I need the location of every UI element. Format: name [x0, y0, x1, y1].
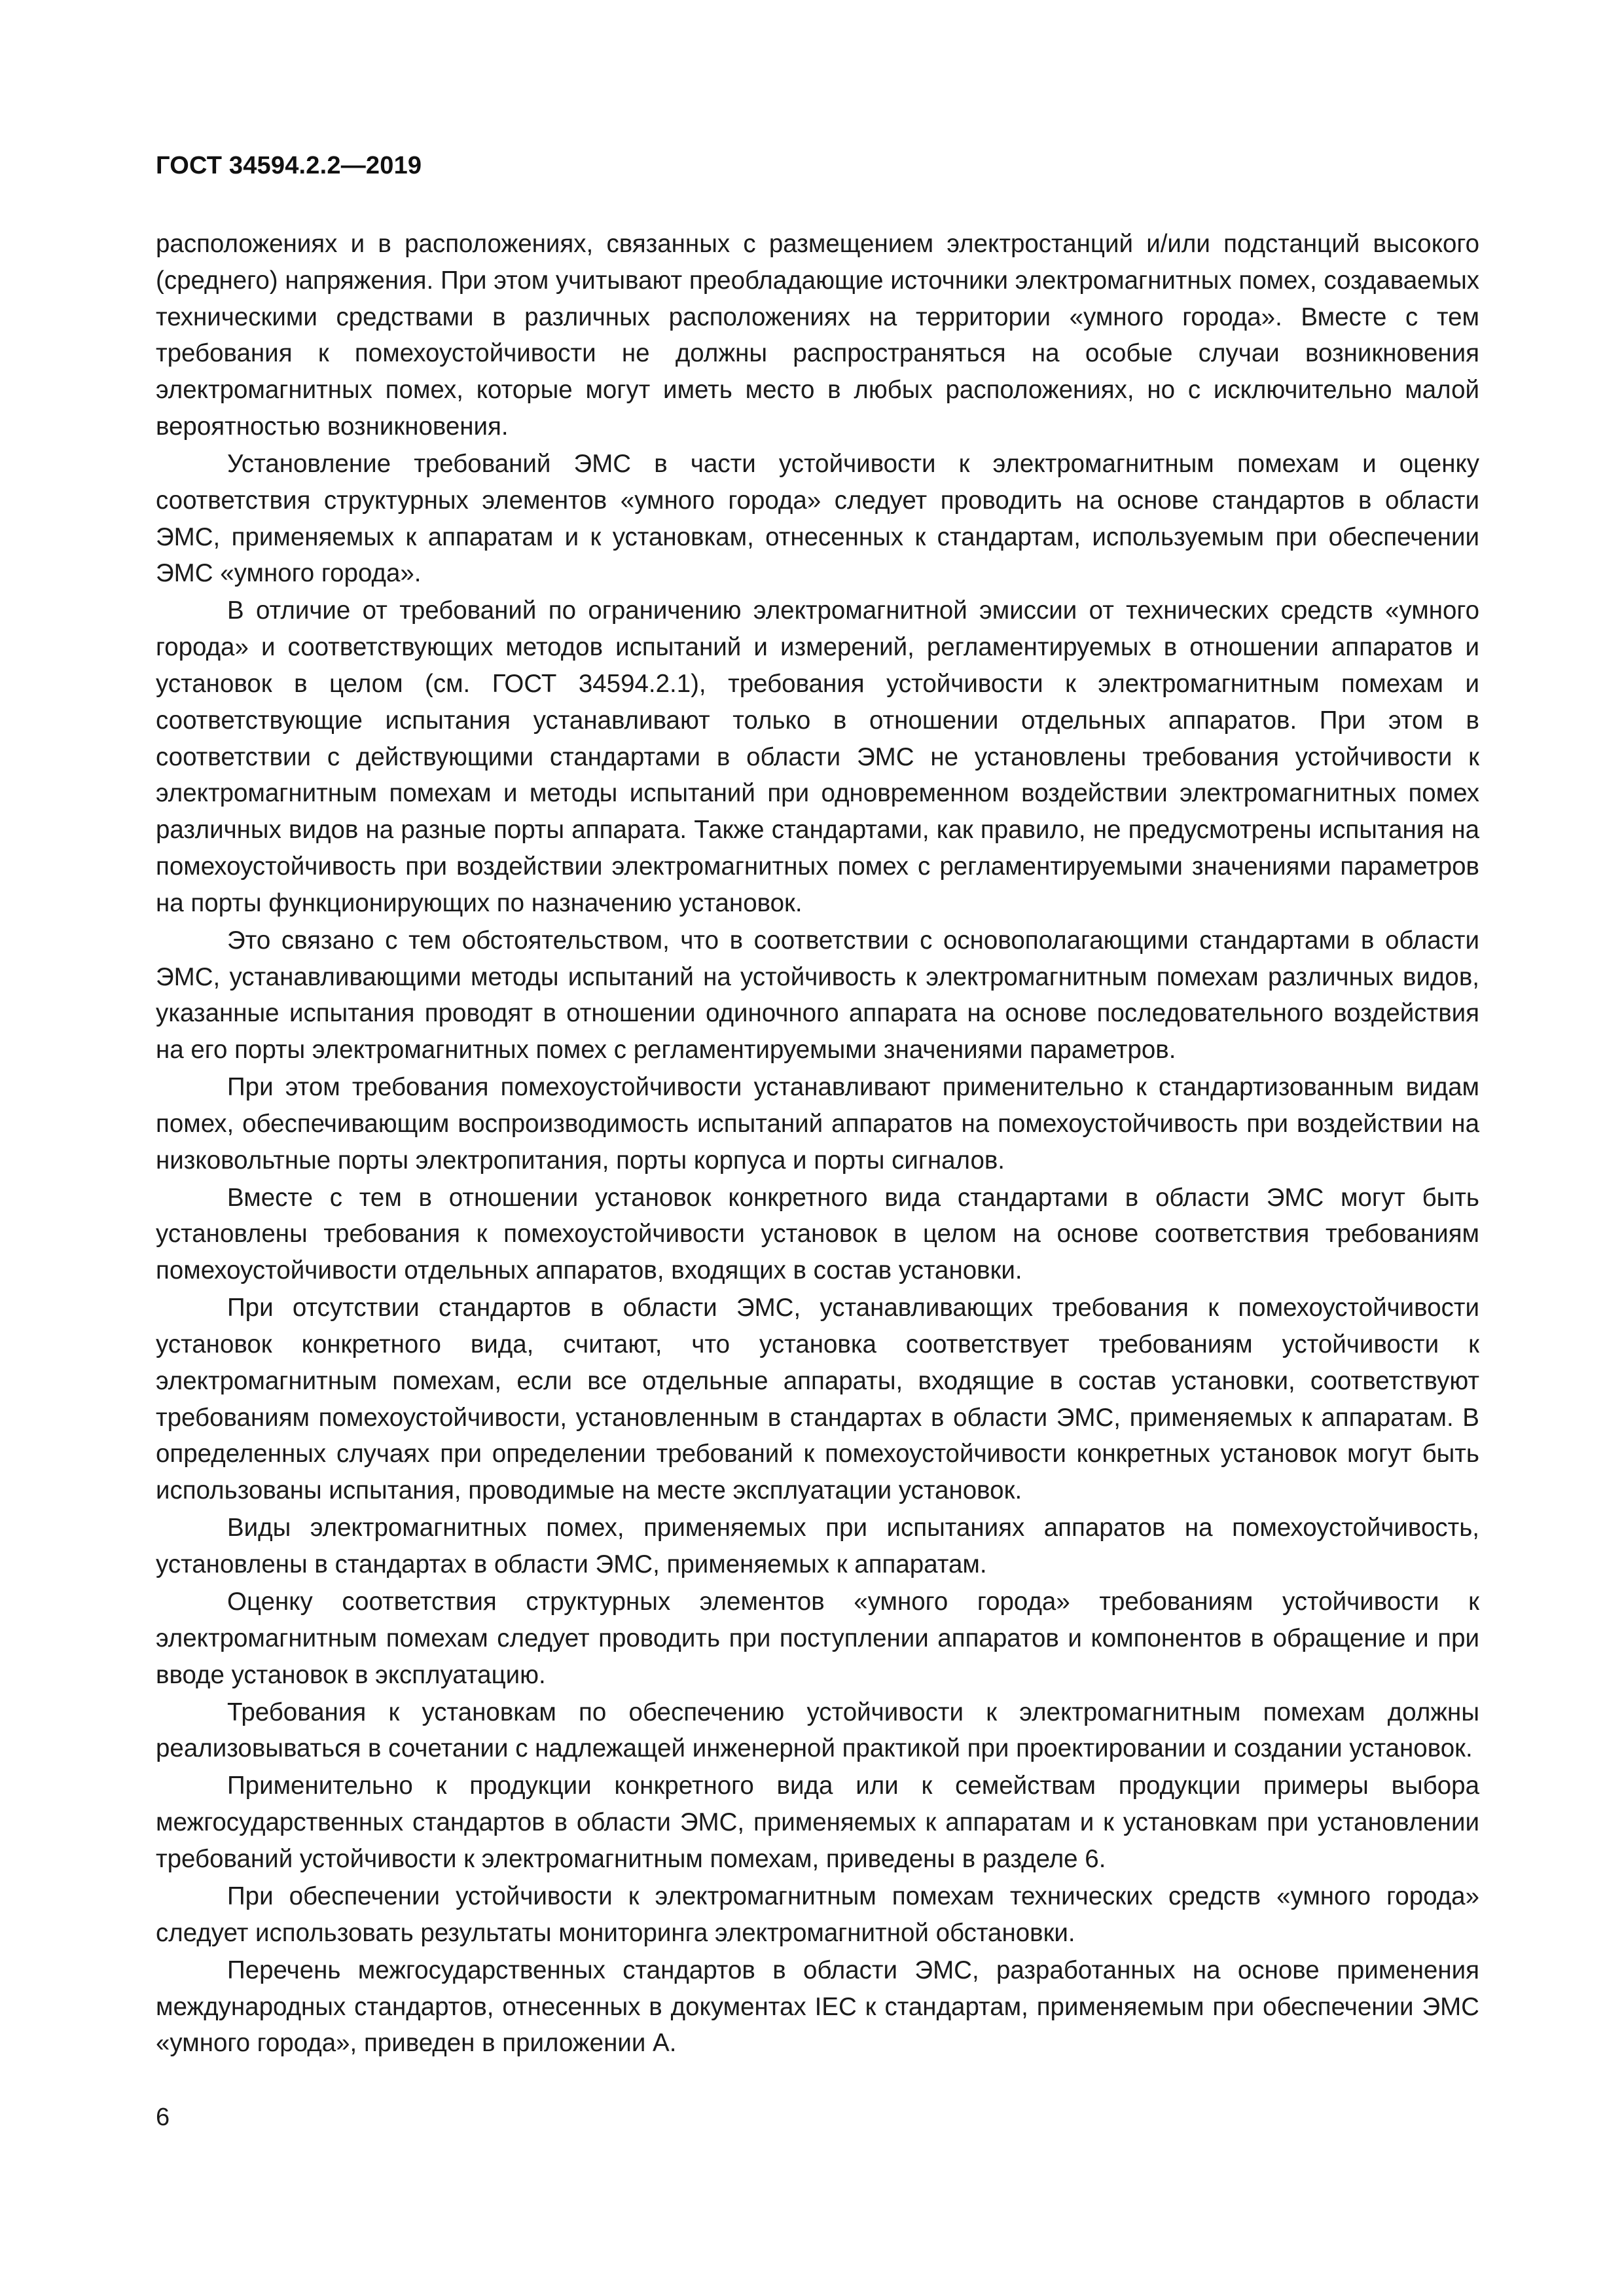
paragraph: При отсутствии стандартов в области ЭМС, устанавливающих требования к помехоустойчивости установок конкретного вида, считают, что установка соответствует требованиям устойчивости к электромагнитным помехам, если все отдельные аппараты, входящие в состав установки, соответствуют требованиям помехоустойчивости, установленным в стандартах в области ЭМС, применяемых к аппаратам. В определенных случаях при определении требований к помехоустойчивости конкретных установок могут быть использованы испытания, проводимые на месте эксплуатации установок.	[156, 1294, 1479, 1505]
paragraph: При обеспечении устойчивости к электромагнитным помехам технических средств «умного города» следует использовать результаты мониторинга электромагнитной обстановки.	[156, 1882, 1479, 1947]
paragraph-continuation: расположениях и в расположениях, связанных с размещением электростанций и/или подстанций высокого (среднего) напряжения. При этом учитывают преобладающие источники электромагнитных помех, создаваемых техническими средствами в различных расположениях на территории «умного города». Вместе с тем требования к помехоустойчивости не должны распространяться на особые случаи возникновения электромагнитных помех, которые могут иметь место в любых расположениях, но с исключительно малой вероятностью возникновения.	[156, 230, 1479, 441]
paragraph: Вместе с тем в отношении установок конкретного вида стандартами в области ЭМС могут быть установлены требования к помехоустойчивости установок в целом на основе соответствия требованиям помехоустойчивости отдельных аппаратов, входящих в состав установки.	[156, 1183, 1479, 1285]
paragraph: Применительно к продукции конкретного вида или к семействам продукции примеры выбора межгосударственных стандартов в области ЭМС, применяемых к аппаратам и к установкам при установлении требований устойчивости к электромагнитным помехам, приведены в разделе 6.	[156, 1772, 1479, 1873]
document-body	[156, 226, 1479, 2062]
page-number: 6	[156, 2104, 170, 2131]
standard-header: ГОСТ 34594.2.2—2019	[156, 152, 422, 179]
paragraph: Виды электромагнитных помех, применяемых при испытаниях аппаратов на помехоустойчивость, установлены в стандартах в области ЭМС, применяемых к аппаратам.	[156, 1514, 1479, 1578]
paragraph: Установление требований ЭМС в части устойчивости к электромагнитным помехам и оценку соответствия структурных элементов «умного города» следует проводить на основе стандартов в области ЭМС, применяемых к аппаратам и к установкам, отнесенных к стандартам, используемым при обеспечении ЭМС «умного города».	[156, 449, 1479, 588]
paragraph: При этом требования помехоустойчивости устанавливают применительно к стандартизованным видам помех, обеспечивающим воспроизводимость испытаний аппаратов на помехоустойчивость при воздействии на низковольтные порты электропитания, порты корпуса и порты сигналов.	[156, 1073, 1479, 1175]
paragraph: Требования к установкам по обеспечению устойчивости к электромагнитным помехам должны реализовываться в сочетании с надлежащей инженерной практикой при проектировании и создании установок.	[156, 1698, 1479, 1763]
paragraph: Перечень межгосударственных стандартов в области ЭМС, разработанных на основе применения международных стандартов, отнесенных в документах IEC к стандартам, применяемым при обеспечении ЭМС «умного города», приведен в приложении А.	[156, 1956, 1479, 2058]
paragraph: В отличие от требований по ограничению электромагнитной эмиссии от технических средств «умного города» и соответствующих методов испытаний и измерений, регламентируемых в отношении аппаратов и установок в целом (см. ГОСТ 34594.2.1), требования устойчивости к электромагнитным помехам и соответствующие испытания устанавливают только в отношении отдельных аппаратов. При этом в соответствии с действующими стандартами в области ЭМС не установлены требования устойчивости к электромагнитным помехам и методы испытаний при одновременном воздействии электромагнитных помех различных видов на разные порты аппарата. Также стандартами, как правило, не предусмотрены испытания на помехоустойчивость при воздействии электромагнитных помех с регламентируемыми значениями параметров на порты функционирующих по назначению установок.	[156, 596, 1479, 917]
paragraph: Это связано с тем обстоятельством, что в соответствии с основополагающими стандартами в области ЭМС, устанавливающими методы испытаний на устойчивость к электромагнитным помехам различных видов, указанные испытания проводят в отношении одиночного аппарата на основе последовательного воздействия на его порты электромагнитных помех с регламентируемыми значениями параметров.	[156, 926, 1479, 1065]
paragraph: Оценку соответствия структурных элементов «умного города» требованиям устойчивости к электромагнитным помехам следует проводить при поступлении аппаратов и компонентов в обращение и при вводе установок в эксплуатацию.	[156, 1587, 1479, 1689]
